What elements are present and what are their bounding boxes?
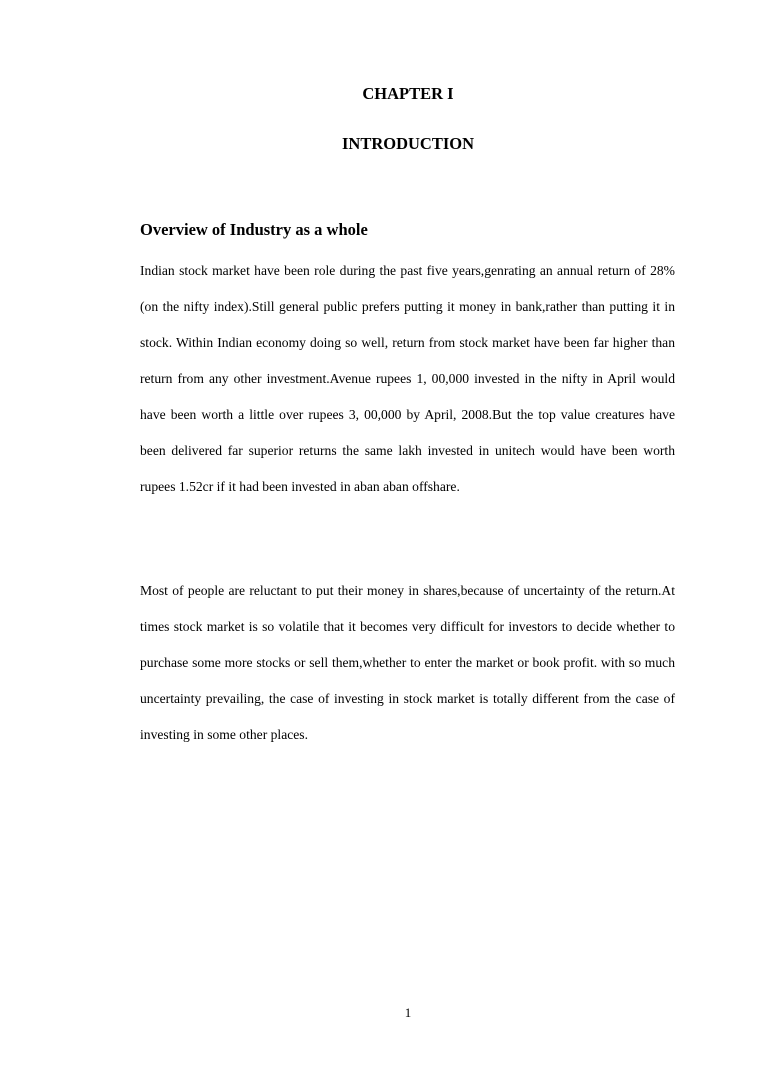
chapter-number: CHAPTER I (362, 84, 454, 103)
body-paragraph: Indian stock market have been role during the past five years,genrating an annual return of 28%(on the nifty index).Still general public prefers putting it money in bank,rather than putting it in stock. Within Indian economy doing so well, return from stock market have been far higher than return from any other investment.Avenue rupees 1, 00,000 invested in the nifty in April would have been worth a little over rupees 3, 00,000 by April, 2008.But the top value creatures have been delivered far superior returns the same lakh invested in unitech would have been worth rupees 1.52cr if it had been invested in aban aban offshare. (140, 263, 675, 494)
section-heading: Overview of Industry as a whole (140, 220, 368, 239)
body-paragraph: Most of people are reluctant to put their money in shares,because of uncertainty of the return.At times stock market is so volatile that it becomes very difficult for investors to decide whether to purchase some more stocks or sell them,whether to enter the market or book profit. with so much uncertainty prevailing, the case of investing in stock market is totally different from the case of investing in some other places. (140, 583, 675, 742)
chapter-title: INTRODUCTION (341, 134, 475, 153)
page-number: 1 (404, 1005, 412, 1020)
